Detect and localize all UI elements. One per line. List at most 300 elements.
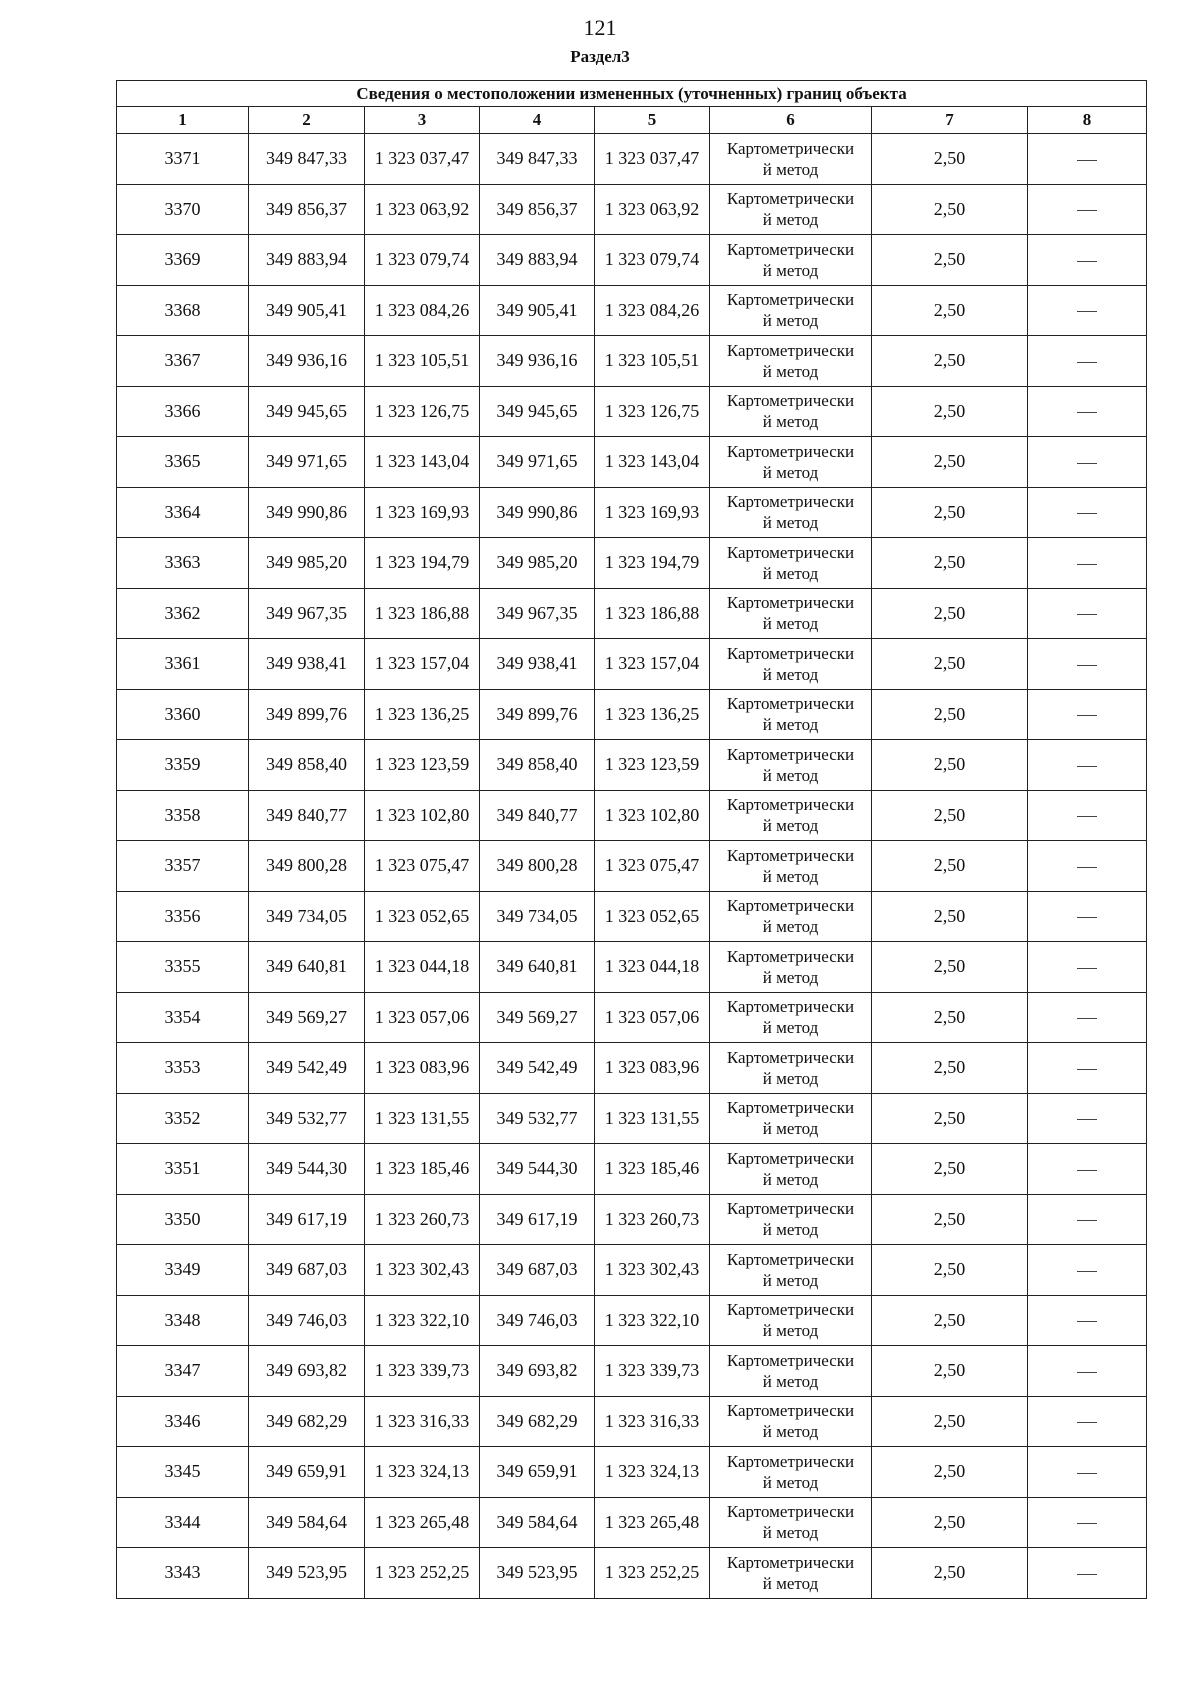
x-old-cell: 349 659,91: [249, 1447, 365, 1498]
y-old-cell: 1 323 169,93: [365, 487, 480, 538]
empty-value-cell: [1028, 740, 1147, 791]
x-old-cell: 349 936,16: [249, 336, 365, 387]
y-old-cell: 1 323 265,48: [365, 1497, 480, 1548]
empty-value-cell: [1028, 1194, 1147, 1245]
y-new-cell: 1 323 302,43: [595, 1245, 710, 1296]
table-row: [117, 1194, 1147, 1245]
x-old-cell: 349 945,65: [249, 386, 365, 437]
x-old-cell: 349 938,41: [249, 639, 365, 690]
accuracy-cell: 2,50: [872, 1497, 1028, 1548]
method-line-1: Картометрически: [726, 290, 855, 310]
empty-value-cell: [1028, 336, 1147, 387]
y-old-cell: 1 323 075,47: [365, 841, 480, 892]
accuracy-cell: 2,50: [872, 790, 1028, 841]
method-line-1: Картометрически: [726, 138, 855, 158]
x-old-cell: 349 847,33: [249, 134, 365, 185]
x-new-cell: 349 659,91: [480, 1447, 595, 1498]
x-new-cell: 349 584,64: [480, 1497, 595, 1548]
method-line-1: Картометрически: [726, 1350, 855, 1370]
method-line-2: й метод: [762, 1169, 819, 1189]
accuracy-cell: 2,50: [872, 1194, 1028, 1245]
method-cell: [710, 1093, 872, 1144]
accuracy-cell: 2,50: [872, 134, 1028, 185]
y-new-cell: 1 323 265,48: [595, 1497, 710, 1548]
y-old-cell: 1 323 052,65: [365, 891, 480, 942]
method-line-1: Картометрически: [726, 239, 855, 259]
x-new-cell: 349 523,95: [480, 1548, 595, 1599]
method-line-2: й метод: [762, 664, 819, 684]
method-cell: [710, 336, 872, 387]
x-old-cell: 349 746,03: [249, 1295, 365, 1346]
dash-mark: [1077, 968, 1097, 969]
empty-value-cell: [1028, 285, 1147, 336]
table-row: [117, 942, 1147, 993]
y-old-cell: 1 323 105,51: [365, 336, 480, 387]
method-line-1: Картометрически: [726, 795, 855, 815]
method-line-2: й метод: [762, 462, 819, 482]
dash-mark: [1077, 917, 1097, 918]
y-old-cell: 1 323 302,43: [365, 1245, 480, 1296]
table-body: [117, 134, 1147, 1599]
method-cell: [710, 1497, 872, 1548]
accuracy-cell: 2,50: [872, 639, 1028, 690]
x-new-cell: 349 542,49: [480, 1043, 595, 1094]
point-number-cell: 3352: [117, 1093, 249, 1144]
empty-value-cell: [1028, 689, 1147, 740]
x-old-cell: 349 856,37: [249, 184, 365, 235]
table-row: [117, 336, 1147, 387]
x-new-cell: 349 840,77: [480, 790, 595, 841]
method-line-1: Картометрически: [726, 744, 855, 764]
y-old-cell: 1 323 123,59: [365, 740, 480, 791]
y-new-cell: 1 323 322,10: [595, 1295, 710, 1346]
method-line-1: Картометрически: [726, 1451, 855, 1471]
x-old-cell: 349 693,82: [249, 1346, 365, 1397]
accuracy-cell: 2,50: [872, 437, 1028, 488]
method-cell: [710, 790, 872, 841]
point-number-cell: 3356: [117, 891, 249, 942]
method-cell: [710, 1295, 872, 1346]
empty-value-cell: [1028, 235, 1147, 286]
point-number-cell: 3354: [117, 992, 249, 1043]
x-new-cell: 349 693,82: [480, 1346, 595, 1397]
coordinates-table: [116, 80, 1147, 1599]
method-line-2: й метод: [762, 816, 819, 836]
table-row: [117, 1144, 1147, 1195]
method-line-2: й метод: [762, 614, 819, 634]
empty-value-cell: [1028, 1497, 1147, 1548]
x-new-cell: 349 569,27: [480, 992, 595, 1043]
method-line-2: й метод: [762, 563, 819, 583]
y-new-cell: 1 323 123,59: [595, 740, 710, 791]
point-number-cell: 3368: [117, 285, 249, 336]
accuracy-cell: 2,50: [872, 689, 1028, 740]
dash-mark: [1077, 1220, 1097, 1221]
table-row: [117, 1295, 1147, 1346]
column-header: 5: [595, 107, 710, 134]
y-new-cell: 1 323 157,04: [595, 639, 710, 690]
y-new-cell: 1 323 143,04: [595, 437, 710, 488]
table-row: [117, 285, 1147, 336]
y-old-cell: 1 323 316,33: [365, 1396, 480, 1447]
table-row: [117, 1245, 1147, 1296]
point-number-cell: 3371: [117, 134, 249, 185]
dash-mark: [1077, 261, 1097, 262]
dash-mark: [1077, 816, 1097, 817]
y-new-cell: 1 323 057,06: [595, 992, 710, 1043]
point-number-cell: 3358: [117, 790, 249, 841]
table-row: [117, 437, 1147, 488]
accuracy-cell: 2,50: [872, 386, 1028, 437]
method-cell: [710, 437, 872, 488]
accuracy-cell: 2,50: [872, 285, 1028, 336]
y-old-cell: 1 323 044,18: [365, 942, 480, 993]
y-new-cell: 1 323 185,46: [595, 1144, 710, 1195]
method-line-2: й метод: [762, 1371, 819, 1391]
x-old-cell: 349 687,03: [249, 1245, 365, 1296]
accuracy-cell: 2,50: [872, 1346, 1028, 1397]
method-line-2: й метод: [762, 1220, 819, 1240]
table-row: [117, 740, 1147, 791]
accuracy-cell: 2,50: [872, 1396, 1028, 1447]
x-old-cell: 349 544,30: [249, 1144, 365, 1195]
table-row: [117, 134, 1147, 185]
point-number-cell: 3343: [117, 1548, 249, 1599]
x-old-cell: 349 899,76: [249, 689, 365, 740]
accuracy-cell: 2,50: [872, 487, 1028, 538]
empty-value-cell: [1028, 588, 1147, 639]
method-line-1: Картометрически: [726, 441, 855, 461]
method-line-1: Картометрически: [726, 946, 855, 966]
method-cell: [710, 538, 872, 589]
method-cell: [710, 891, 872, 942]
y-old-cell: 1 323 186,88: [365, 588, 480, 639]
point-number-cell: 3366: [117, 386, 249, 437]
y-old-cell: 1 323 126,75: [365, 386, 480, 437]
y-new-cell: 1 323 136,25: [595, 689, 710, 740]
x-old-cell: 349 682,29: [249, 1396, 365, 1447]
x-new-cell: 349 971,65: [480, 437, 595, 488]
empty-value-cell: [1028, 134, 1147, 185]
y-new-cell: 1 323 339,73: [595, 1346, 710, 1397]
y-old-cell: 1 323 057,06: [365, 992, 480, 1043]
method-line-2: й метод: [762, 1119, 819, 1139]
table-row: [117, 235, 1147, 286]
y-new-cell: 1 323 186,88: [595, 588, 710, 639]
x-new-cell: 349 967,35: [480, 588, 595, 639]
method-cell: [710, 235, 872, 286]
x-new-cell: 349 682,29: [480, 1396, 595, 1447]
dash-mark: [1077, 1523, 1097, 1524]
accuracy-cell: 2,50: [872, 538, 1028, 589]
y-old-cell: 1 323 102,80: [365, 790, 480, 841]
y-new-cell: 1 323 169,93: [595, 487, 710, 538]
y-old-cell: 1 323 084,26: [365, 285, 480, 336]
method-line-1: Картометрически: [726, 1098, 855, 1118]
x-old-cell: 349 971,65: [249, 437, 365, 488]
dash-mark: [1077, 1473, 1097, 1474]
method-line-1: Картометрически: [726, 593, 855, 613]
x-new-cell: 349 640,81: [480, 942, 595, 993]
column-header: 6: [710, 107, 872, 134]
method-line-2: й метод: [762, 1068, 819, 1088]
empty-value-cell: [1028, 891, 1147, 942]
y-new-cell: 1 323 102,80: [595, 790, 710, 841]
dash-mark: [1077, 766, 1097, 767]
method-line-1: Картометрически: [726, 845, 855, 865]
accuracy-cell: 2,50: [872, 992, 1028, 1043]
method-line-2: й метод: [762, 1573, 819, 1593]
table-row: [117, 1093, 1147, 1144]
table-row: [117, 841, 1147, 892]
accuracy-cell: 2,50: [872, 1043, 1028, 1094]
x-new-cell: 349 899,76: [480, 689, 595, 740]
method-line-1: Картометрически: [726, 340, 855, 360]
x-new-cell: 349 746,03: [480, 1295, 595, 1346]
column-header: 1: [117, 107, 249, 134]
empty-value-cell: [1028, 184, 1147, 235]
method-cell: [710, 1043, 872, 1094]
y-old-cell: 1 323 083,96: [365, 1043, 480, 1094]
table-row: [117, 487, 1147, 538]
method-line-2: й метод: [762, 159, 819, 179]
accuracy-cell: 2,50: [872, 891, 1028, 942]
y-old-cell: 1 323 194,79: [365, 538, 480, 589]
x-old-cell: 349 584,64: [249, 1497, 365, 1548]
y-old-cell: 1 323 157,04: [365, 639, 480, 690]
method-cell: [710, 386, 872, 437]
empty-value-cell: [1028, 790, 1147, 841]
point-number-cell: 3364: [117, 487, 249, 538]
accuracy-cell: 2,50: [872, 841, 1028, 892]
x-new-cell: 349 532,77: [480, 1093, 595, 1144]
accuracy-cell: 2,50: [872, 740, 1028, 791]
y-old-cell: 1 323 252,25: [365, 1548, 480, 1599]
y-new-cell: 1 323 037,47: [595, 134, 710, 185]
column-header-row: [117, 107, 1147, 134]
method-line-1: Картометрически: [726, 694, 855, 714]
point-number-cell: 3357: [117, 841, 249, 892]
method-cell: [710, 285, 872, 336]
point-number-cell: 3361: [117, 639, 249, 690]
y-old-cell: 1 323 324,13: [365, 1447, 480, 1498]
point-number-cell: 3363: [117, 538, 249, 589]
dash-mark: [1077, 1018, 1097, 1019]
table-row: [117, 538, 1147, 589]
point-number-cell: 3348: [117, 1295, 249, 1346]
point-number-cell: 3353: [117, 1043, 249, 1094]
accuracy-cell: 2,50: [872, 235, 1028, 286]
y-new-cell: 1 323 052,65: [595, 891, 710, 942]
point-number-cell: 3349: [117, 1245, 249, 1296]
column-header: 4: [480, 107, 595, 134]
dash-mark: [1077, 412, 1097, 413]
empty-value-cell: [1028, 992, 1147, 1043]
x-old-cell: 349 967,35: [249, 588, 365, 639]
method-line-1: Картометрически: [726, 1148, 855, 1168]
y-new-cell: 1 323 079,74: [595, 235, 710, 286]
accuracy-cell: 2,50: [872, 1548, 1028, 1599]
y-new-cell: 1 323 194,79: [595, 538, 710, 589]
table-caption: Сведения о местоположении измененных (уточненных) границ объекта: [117, 81, 1147, 107]
y-old-cell: 1 323 063,92: [365, 184, 480, 235]
accuracy-cell: 2,50: [872, 1245, 1028, 1296]
empty-value-cell: [1028, 1548, 1147, 1599]
point-number-cell: 3351: [117, 1144, 249, 1195]
method-line-2: й метод: [762, 917, 819, 937]
y-old-cell: 1 323 037,47: [365, 134, 480, 185]
x-old-cell: 349 734,05: [249, 891, 365, 942]
method-line-2: й метод: [762, 412, 819, 432]
x-old-cell: 349 883,94: [249, 235, 365, 286]
y-old-cell: 1 323 079,74: [365, 235, 480, 286]
dash-mark: [1077, 1069, 1097, 1070]
dash-mark: [1077, 1119, 1097, 1120]
method-line-1: Картометрически: [726, 492, 855, 512]
dash-mark: [1077, 513, 1097, 514]
empty-value-cell: [1028, 942, 1147, 993]
x-new-cell: 349 945,65: [480, 386, 595, 437]
method-cell: [710, 942, 872, 993]
method-line-2: й метод: [762, 260, 819, 280]
empty-value-cell: [1028, 1396, 1147, 1447]
method-cell: [710, 841, 872, 892]
dash-mark: [1077, 1574, 1097, 1575]
y-new-cell: 1 323 044,18: [595, 942, 710, 993]
dash-mark: [1077, 564, 1097, 565]
x-new-cell: 349 858,40: [480, 740, 595, 791]
empty-value-cell: [1028, 437, 1147, 488]
table-row: [117, 1447, 1147, 1498]
dash-mark: [1077, 311, 1097, 312]
table-row: [117, 1497, 1147, 1548]
method-line-2: й метод: [762, 1472, 819, 1492]
point-number-cell: 3360: [117, 689, 249, 740]
method-cell: [710, 184, 872, 235]
y-new-cell: 1 323 260,73: [595, 1194, 710, 1245]
empty-value-cell: [1028, 1295, 1147, 1346]
method-line-2: й метод: [762, 210, 819, 230]
x-new-cell: 349 856,37: [480, 184, 595, 235]
accuracy-cell: 2,50: [872, 942, 1028, 993]
table-row: [117, 1396, 1147, 1447]
accuracy-cell: 2,50: [872, 1295, 1028, 1346]
accuracy-cell: 2,50: [872, 588, 1028, 639]
empty-value-cell: [1028, 1346, 1147, 1397]
column-header: 3: [365, 107, 480, 134]
method-line-1: Картометрически: [726, 896, 855, 916]
x-old-cell: 349 523,95: [249, 1548, 365, 1599]
x-new-cell: 349 734,05: [480, 891, 595, 942]
column-header: 8: [1028, 107, 1147, 134]
point-number-cell: 3344: [117, 1497, 249, 1548]
y-new-cell: 1 323 083,96: [595, 1043, 710, 1094]
method-line-1: Картометрически: [726, 643, 855, 663]
dash-mark: [1077, 1372, 1097, 1373]
table-row: [117, 1548, 1147, 1599]
x-old-cell: 349 840,77: [249, 790, 365, 841]
method-line-1: Картометрически: [726, 1552, 855, 1572]
dash-mark: [1077, 1422, 1097, 1423]
table-row: [117, 184, 1147, 235]
point-number-cell: 3350: [117, 1194, 249, 1245]
method-line-2: й метод: [762, 715, 819, 735]
point-number-cell: 3369: [117, 235, 249, 286]
y-new-cell: 1 323 075,47: [595, 841, 710, 892]
table-row: [117, 891, 1147, 942]
x-old-cell: 349 858,40: [249, 740, 365, 791]
empty-value-cell: [1028, 1144, 1147, 1195]
empty-value-cell: [1028, 1447, 1147, 1498]
dash-mark: [1077, 614, 1097, 615]
x-old-cell: 349 542,49: [249, 1043, 365, 1094]
y-old-cell: 1 323 136,25: [365, 689, 480, 740]
accuracy-cell: 2,50: [872, 184, 1028, 235]
x-old-cell: 349 569,27: [249, 992, 365, 1043]
method-cell: [710, 1447, 872, 1498]
accuracy-cell: 2,50: [872, 1447, 1028, 1498]
method-line-2: й метод: [762, 1270, 819, 1290]
method-line-1: Картометрически: [726, 1401, 855, 1421]
y-old-cell: 1 323 322,10: [365, 1295, 480, 1346]
dash-mark: [1077, 1271, 1097, 1272]
x-old-cell: 349 532,77: [249, 1093, 365, 1144]
method-line-2: й метод: [762, 1422, 819, 1442]
dash-mark: [1077, 867, 1097, 868]
y-new-cell: 1 323 126,75: [595, 386, 710, 437]
page-number: 121: [583, 15, 617, 40]
x-new-cell: 349 800,28: [480, 841, 595, 892]
method-line-1: Картометрически: [726, 1300, 855, 1320]
dash-mark: [1077, 210, 1097, 211]
x-new-cell: 349 938,41: [480, 639, 595, 690]
empty-value-cell: [1028, 841, 1147, 892]
x-new-cell: 349 985,20: [480, 538, 595, 589]
x-old-cell: 349 640,81: [249, 942, 365, 993]
x-new-cell: 349 617,19: [480, 1194, 595, 1245]
dash-mark: [1077, 1170, 1097, 1171]
method-cell: [710, 992, 872, 1043]
method-line-1: Картометрически: [726, 391, 855, 411]
method-line-2: й метод: [762, 1321, 819, 1341]
y-old-cell: 1 323 339,73: [365, 1346, 480, 1397]
empty-value-cell: [1028, 386, 1147, 437]
column-header: 2: [249, 107, 365, 134]
dash-mark: [1077, 362, 1097, 363]
table-row: [117, 992, 1147, 1043]
y-old-cell: 1 323 185,46: [365, 1144, 480, 1195]
y-new-cell: 1 323 105,51: [595, 336, 710, 387]
method-cell: [710, 588, 872, 639]
method-cell: [710, 689, 872, 740]
table-row: [117, 689, 1147, 740]
method-line-2: й метод: [762, 1018, 819, 1038]
empty-value-cell: [1028, 1093, 1147, 1144]
point-number-cell: 3367: [117, 336, 249, 387]
method-cell: [710, 1548, 872, 1599]
table-row: [117, 1346, 1147, 1397]
x-old-cell: 349 985,20: [249, 538, 365, 589]
point-number-cell: 3359: [117, 740, 249, 791]
y-new-cell: 1 323 252,25: [595, 1548, 710, 1599]
x-new-cell: 349 936,16: [480, 336, 595, 387]
point-number-cell: 3345: [117, 1447, 249, 1498]
table-row: [117, 639, 1147, 690]
x-new-cell: 349 990,86: [480, 487, 595, 538]
y-old-cell: 1 323 131,55: [365, 1093, 480, 1144]
x-new-cell: 349 905,41: [480, 285, 595, 336]
method-line-2: й метод: [762, 866, 819, 886]
